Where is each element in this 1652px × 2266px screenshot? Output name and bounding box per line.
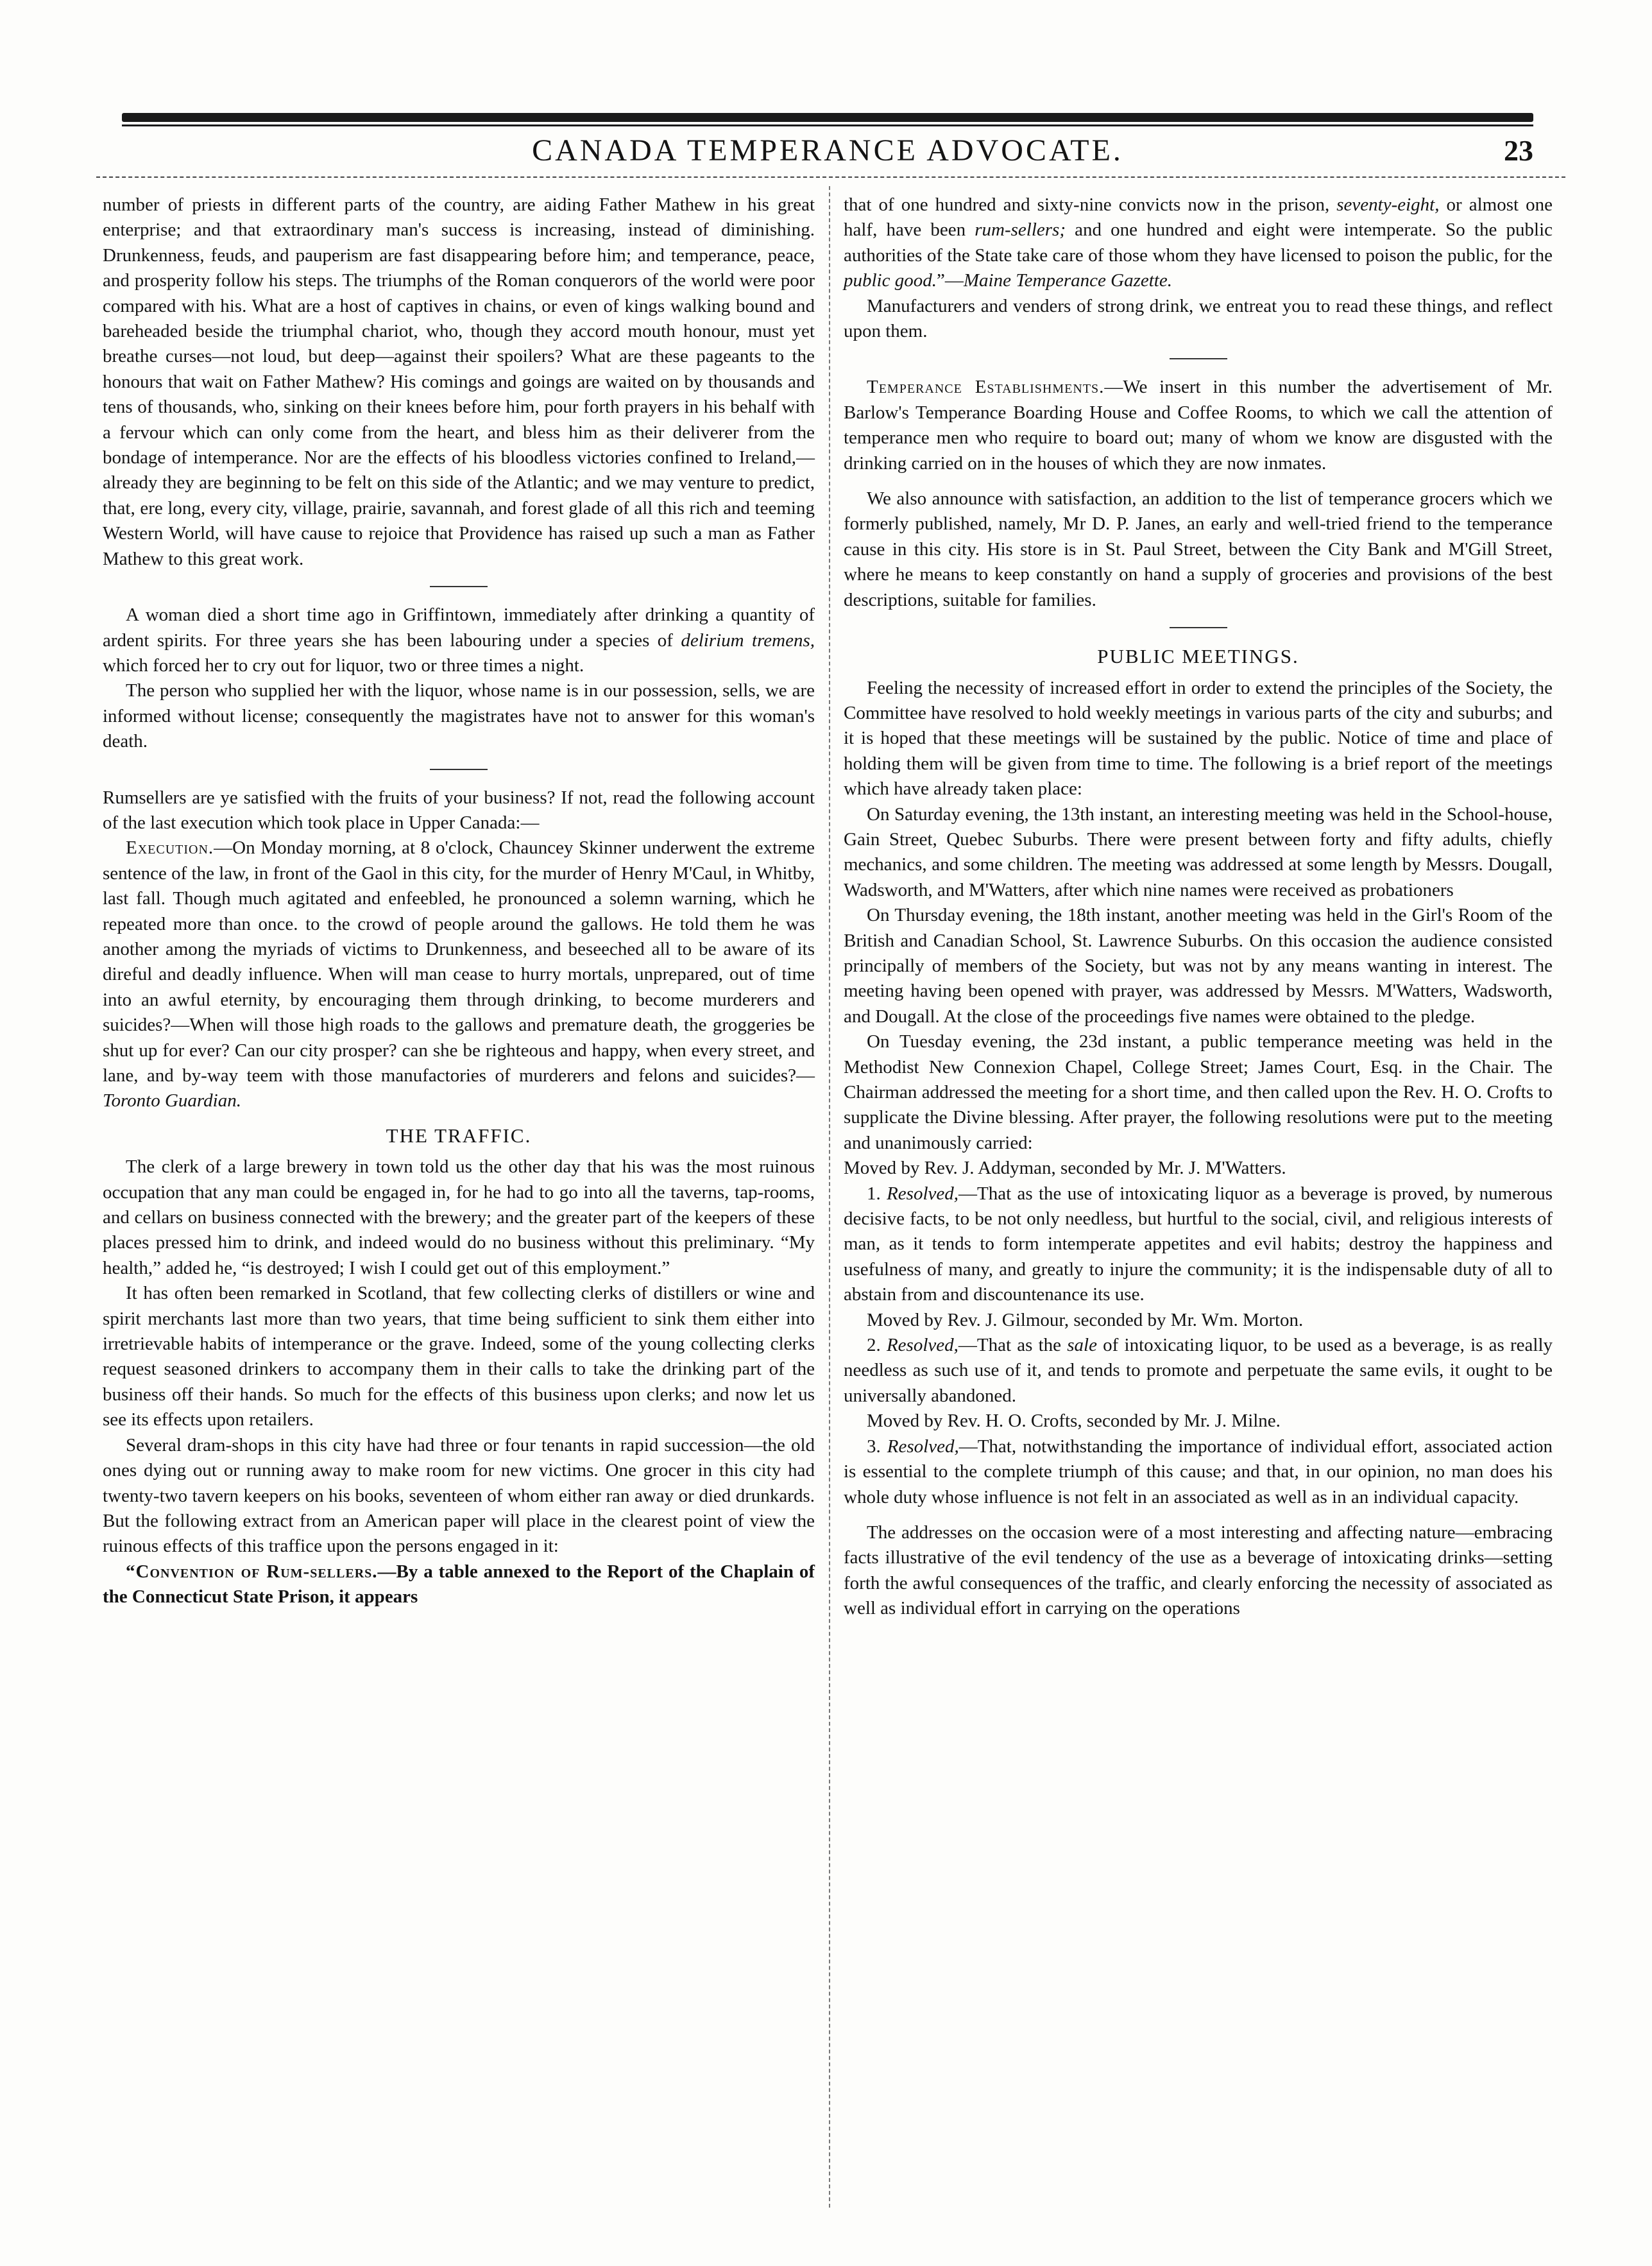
right-column (844, 193, 1553, 1622)
article-separator (1170, 627, 1227, 628)
license-paragraph: The person who supplied her with the liquor, whose name is in our possession, sells, we are informed without license; consequently the magistrates have not to answer for this woman's death. (103, 680, 815, 752)
addresses-paragraph: The addresses on the occasion were of a most interesting and affecting nature—embracing facts illustrative of the evil tendency of the use as a beverage of intoxicating drinks—setting forth the awful consequences of the traffic, and clearly enforcing the necessity of associated as well as individual effort in carrying on the operations (844, 1522, 1553, 1619)
article-separator (1170, 358, 1227, 359)
traffic-heading: THE TRAFFIC. (386, 1124, 532, 1147)
resolution-3: 3. Resolved,—That, notwithstanding the importance of individual effort, associated action is essential to the complete triumph of this cause; and that, in our opinion, no man does his whole duty whose influence is not felt in an associated as well as in an individual capacity. (844, 1436, 1553, 1507)
brewery-clerk-paragraph: The clerk of a large brewery in town told us the other day that his was the most ruinous occupation that any man could be engaged in, for he had to go into all the taverns, tap-rooms, and cellars on business connected with the brewery; and the greater part of the keepers of these places pressed him to drink, and indeed would do no business without this preliminary. “My health,” added he, “is destroyed; I wish I could get out of this employment.” (103, 1156, 815, 1278)
thursday-meeting-paragraph: On Thursday evening, the 18th instant, another meeting was held in the Girl's Room of the British and Canadian School, St. Lawrence Suburbs. On this occasion the audience consisted principally of members of the Society, but was not by any means wanting in interest. The meeting having been opened with prayer, was addressed by Messrs. M'Watters, Wadsworth, and Dougall. At the close of the proceedings five names were obtained to the pledge. (844, 905, 1553, 1027)
header-divider (96, 176, 1565, 178)
scotland-clerks-paragraph: It has often been remarked in Scotland, that few collecting clerks of distillers or wine and spirit merchants last more than two years, that time being sufficient to sink them either into irretrievable habits of intemperance or the grave. Indeed, some of the young collecting clerks request seasoned drinkers to accompany them in their calls to take the drinking part of the business off their hands. So much for the effects of this business upon clerks; and now let us see its effects upon retailers. (103, 1283, 815, 1430)
public-meetings-heading: PUBLIC MEETINGS. (1097, 645, 1299, 668)
motion-3-movers: Moved by Rev. H. O. Crofts, seconded by Mr. J. Milne. (867, 1411, 1281, 1432)
father-mathew-paragraph: number of priests in different parts of the country, are aiding Father Mathew in his great enterprise; and that extraordinary man's success is increasing, instead of diminishing. Drunkenness, feuds, and pauperism are fast disappearing before him; and temperance, peace, and prosperity follow his steps. The triumphs of the Roman conquerors of the world were poor compared with his. What are a host of captives in chains, or even of kings walking bound and bareheaded beside the triumphal chariot, who, though they accord mouth honour, must yet breathe curses—not loud, but deep—against their spoilers? What are these pageants to the honours that wait on Father Mathew? His comings and goings are waited on by thousands and tens of thousands, who, sinking on their knees before him, pour forth prayers in his behalf with a fervour which can only come from the heart, and bless him as their deliverer from the bondage of intemperance. Nor are the effects of his bloodless victories confined to Ireland,—already they are beginning to be felt on this side of the Atlantic; and we may venture to predict, that, ere long, every city, village, prairie, savannah, and forest glade of all this rich and teeming Western World, will have cause to rejoice that Providence has raised up such a man as Father Mathew to this great work. (103, 194, 815, 569)
grocers-paragraph: We also announce with satisfaction, an addition to the list of temperance grocers which we formerly published, namely, Mr D. P. Janes, an early and well-tried friend to the temperance cause in this city. His store is in St. Paul Street, between the City Bank and M'Gill Street, where he means to keep constantly on hand a supply of groceries and provisions of the best descriptions, suitable for families. (844, 488, 1553, 610)
dram-shops-paragraph: Several dram-shops in this city have had three or four tenants in rapid succession—the old ones dying out or running away to make room for new victims. One grocer in this city had twenty-two tavern keepers on his books, seventeen of whom either ran away or died drunkards. But the following extract from an American paper will place in the clearest point of view the ruinous effects of this traffice upon the persons engaged in it: (103, 1434, 815, 1557)
meetings-intro-paragraph: Feeling the necessity of increased effort in order to extend the principles of the Society, the Committee have resolved to hold weekly meetings in various parts of the city and suburbs; and it is hoped that these meetings will be sustained by the public. Notice of time and place of holding them will be given from time to time. The following is a brief report of the meetings which have already taken place: (844, 677, 1553, 800)
motion-2-movers: Moved by Rev. J. Gilmour, seconded by Mr. Wm. Morton. (867, 1309, 1304, 1330)
establishments-paragraph: Temperance Establishments.—We insert in this number the advertisement of Mr. Barlow's Temperance Boarding House and Coffee Rooms, to which we call the attention of temperance men who require to board out; many of whom we know are disgusted with the drinking carried on in the houses of which they are now inmates. (844, 377, 1553, 474)
convention-paragraph: “Convention of Rum-sellers.—By a table annexed to the Report of the Chaplain of the Connecticut State Prison, it appears (103, 1561, 815, 1608)
motion-1-movers: Moved by Rev. J. Addyman, seconded by Mr. J. M'Watters. (844, 1158, 1286, 1179)
execution-paragraph: Execution.—On Monday morning, at 8 o'clock, Chauncey Skinner underwent the extreme sentence of the law, in front of the Gaol in this city, for the murder of Henry M'Caul, in Whitby, last fall. Though much agitated and enfeebled, he pronounced a solemn warning, which he repeated more than once. to the crowd of people around the gallows. He told them he was another among the myriads of victims to Drunkenness, and beseeched all to be aware of its direful and deadly influence. When will man cease to hurry mortals, unprepared, out of time into an awful eternity, by encouraging them through drinking, to become murderers and suicides?—When will those high roads to the gallows and premature death, the groggeries be shut up for ever? Can our city prosper? can she be righteous and happy, when every street, and lane, and by-way teem with those manufactories of murderers and felons and suicides?—Toronto Guardian. (103, 837, 815, 1112)
manufacturers-paragraph: Manufacturers and venders of strong drink, we entreat you to read these things, and reflect upon them. (844, 295, 1553, 342)
rumsellers-paragraph: Rumsellers are ye satisfied with the fruits of your business? If not, read the following account of the last execution which took place in Upper Canada:— (103, 787, 815, 833)
griffintown-paragraph: A woman died a short time ago in Griffintown, immediately after drinking a quantity of ardent spirits. For three years she has been labouring under a species of delirium tremens, which forced her to cry out for liquor, two or three times a night. (103, 605, 815, 676)
saturday-meeting-paragraph: On Saturday evening, the 13th instant, an interesting meeting was held in the School-house, Gain Street, Quebec Suburbs. There were present between forty and fifty adults, chiefly mechanics, and some children. The meeting was addressed at some length by Messrs. Dougall, Wadsworth, and M'Watters, after which nine names were received as probationers (844, 803, 1553, 900)
masthead (122, 132, 1533, 170)
masthead-top-rule (122, 113, 1533, 122)
left-column (103, 193, 815, 1610)
tuesday-meeting-paragraph: On Tuesday evening, the 23d instant, a public temperance meeting was held in the Methodist New Connexion Chapel, College Street; James Court, Esq. in the Chair. The Chairman addressed the meeting for a short time, and then called upon the Rev. H. O. Crofts to supplicate the Divine blessing. After prayer, the following resolutions were put to the meeting and unanimously carried: (844, 1031, 1553, 1153)
resolution-2: 2. Resolved,—That as the sale of intoxicating liquor, to be used as a beverage, is as really needless as such use of it, and tends to promote and perpetuate the same evils, it ought to be universally abandoned. (844, 1335, 1553, 1406)
page-number: 23 (1504, 134, 1533, 167)
convicts-paragraph: that of one hundred and sixty-nine convicts now in the prison, seventy-eight, or almost one half, have been rum-sellers; and one hundred and eight were intemperate. So the public authorities of the State take care of those whom they have licensed to poison the public, for the public good.”—Maine Temperance Gazette. (844, 194, 1553, 291)
resolution-1: 1. Resolved,—That as the use of intoxicating liquor as a beverage is proved, by numerous decisive facts, to be not only needless, but hurtful to the social, civil, and religious interests of man, as it tends to form intemperate appetites and evil habits; destroy the happiness and usefulness of many, and greatly to injure the community; it is the indispensable duty of all to abstain from and discountenance its use. (844, 1183, 1553, 1305)
publication-title: CANADA TEMPERANCE ADVOCATE. (532, 133, 1123, 167)
article-separator (430, 586, 488, 587)
article-separator (430, 769, 488, 770)
column-divider (829, 186, 830, 2208)
